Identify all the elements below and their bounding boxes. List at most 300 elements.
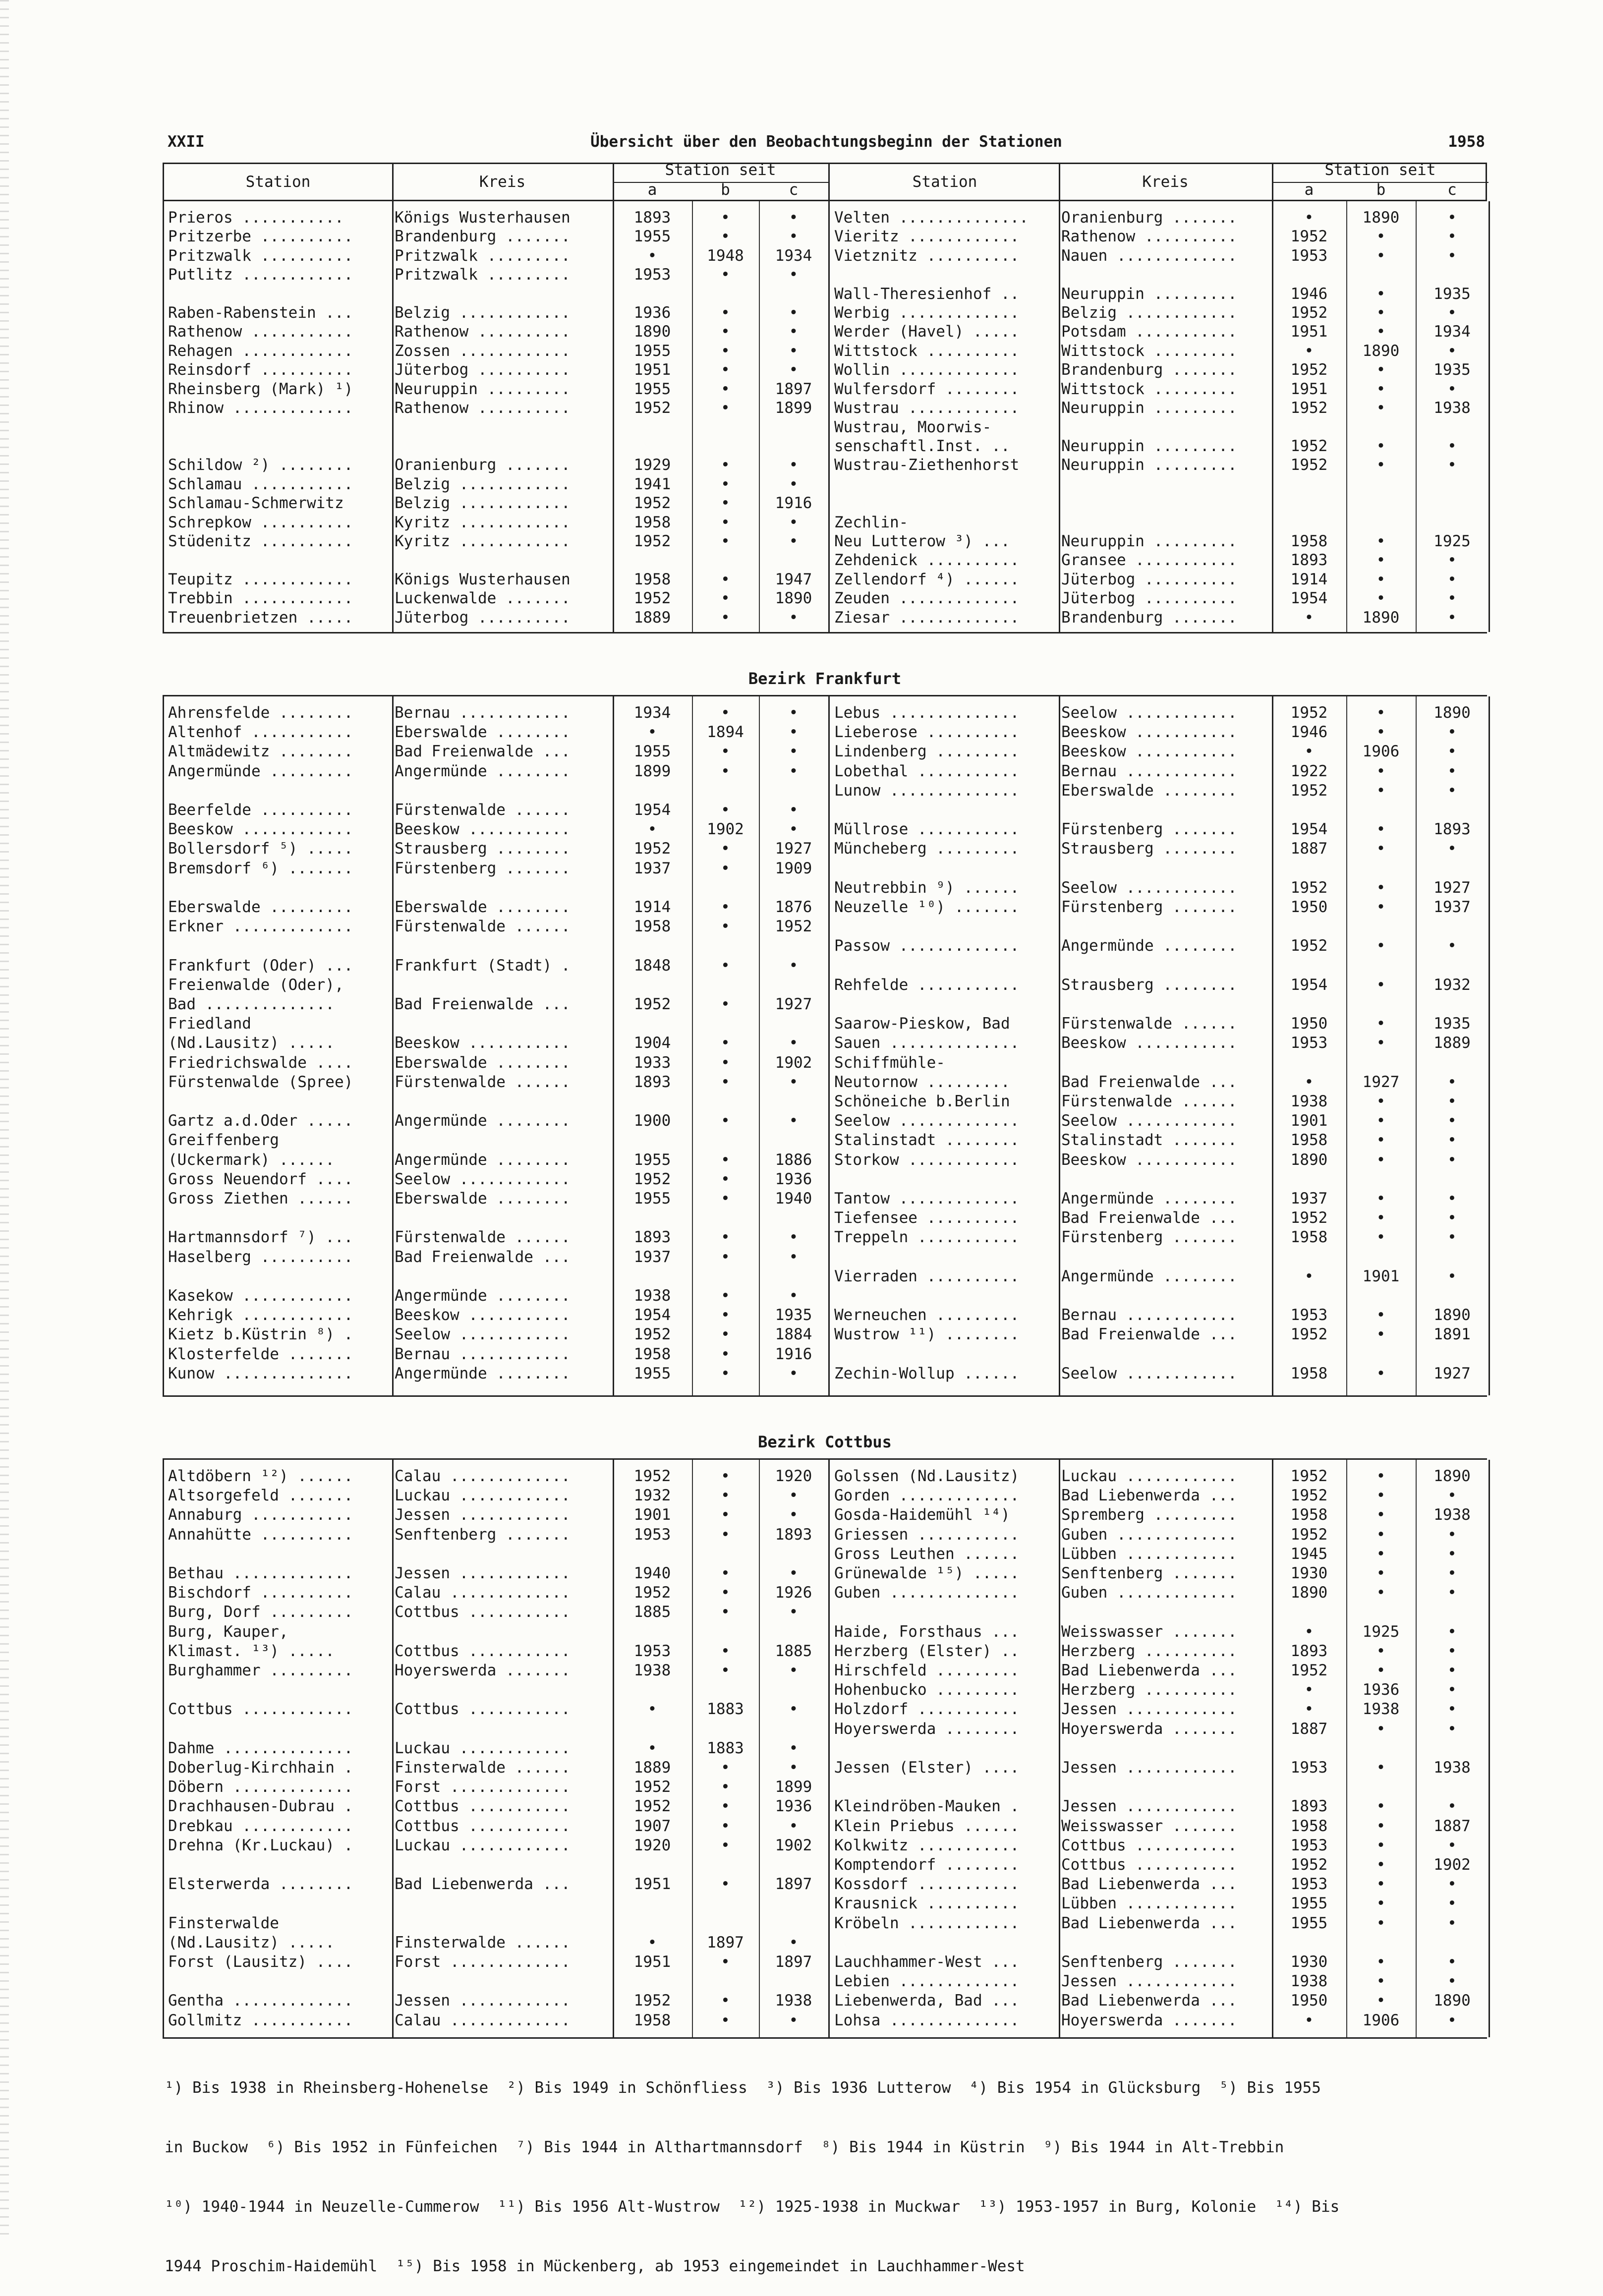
kreis-name: Jüterbog .......... <box>1061 570 1237 588</box>
year-a: 1952 <box>1290 878 1328 897</box>
year-b: • <box>721 589 730 608</box>
year-c: • <box>1447 1092 1457 1110</box>
kreis-name: Neuruppin ......... <box>395 380 571 398</box>
year-a: 1848 <box>633 956 671 975</box>
header-station-seit-left: Station seit <box>665 161 776 179</box>
station-name: Lebus .............. <box>834 704 1020 722</box>
year-c: • <box>1447 1622 1457 1641</box>
scan-left-edge <box>0 0 9 2238</box>
year-c: 1890 <box>775 589 812 608</box>
table-row <box>164 1131 1488 1150</box>
year-b: 1902 <box>707 820 744 839</box>
table-row <box>164 1661 1488 1680</box>
kreis-name: Luckenwalde ....... <box>395 589 571 608</box>
year-c: • <box>1447 723 1457 742</box>
year-a: 1952 <box>1290 1662 1328 1679</box>
kreis-name: Beeskow ........... <box>395 1034 571 1052</box>
year-a: • <box>1304 743 1314 761</box>
kreis-name: Neuruppin ......... <box>1061 437 1237 455</box>
year-c: 1927 <box>1433 1364 1471 1382</box>
table-row <box>164 1073 1488 1092</box>
table-row <box>164 859 1488 878</box>
year-b: • <box>1376 704 1386 722</box>
year-c: • <box>1447 1073 1457 1091</box>
year-c: • <box>1447 1875 1457 1894</box>
table-row <box>164 1486 1488 1505</box>
year-a: 1940 <box>633 1564 671 1582</box>
kreis-name: Angermünde ........ <box>395 1112 571 1130</box>
year-a: 1958 <box>633 570 671 588</box>
kreis-name: Seelow ............ <box>1061 878 1237 897</box>
station-name: Guben .............. <box>834 1584 1020 1602</box>
kreis-name: Bernau ............ <box>1061 1306 1237 1324</box>
year-c: 1885 <box>775 1642 812 1660</box>
year-c: • <box>1447 1700 1457 1719</box>
table-row <box>164 1150 1488 1170</box>
year-b: • <box>1376 840 1386 858</box>
section-bottom-rule <box>163 1395 1487 1397</box>
year-a: 1887 <box>1290 1720 1328 1738</box>
year-c: • <box>1447 304 1457 322</box>
kreis-name: Kyritz ............ <box>395 532 571 550</box>
year-b: • <box>1376 1467 1386 1485</box>
year-c: 1920 <box>775 1467 812 1485</box>
station-name: Werneuchen ......... <box>834 1306 1020 1324</box>
year-b: • <box>1376 878 1386 897</box>
year-a: 1950 <box>1290 1992 1328 2010</box>
station-name: Pritzwalk .......... <box>168 246 353 265</box>
kreis-name: Bad Freienwalde ... <box>1061 1325 1237 1344</box>
year-c: • <box>789 1287 799 1305</box>
year-c: • <box>789 743 799 761</box>
year-b: • <box>721 608 730 627</box>
year-a: 1914 <box>633 898 671 916</box>
station-name: Seelow ............. <box>834 1112 1020 1130</box>
station-name: Wustrau, Moorwis- <box>834 418 992 436</box>
kreis-name: Hoyerswerda ....... <box>395 1662 571 1679</box>
kreis-name: Rathenow .......... <box>395 399 571 417</box>
year-c: 1934 <box>775 246 812 265</box>
kreis-name: Bad Freienwalde ... <box>395 1248 571 1266</box>
year-a: 1958 <box>1290 1228 1328 1247</box>
year-c: 1934 <box>1433 323 1471 341</box>
year-c: • <box>1447 1681 1457 1699</box>
header-subline <box>1272 182 1488 183</box>
kreis-name: Jessen ............ <box>1061 1700 1237 1719</box>
year-b: 1927 <box>1362 1073 1400 1091</box>
station-name: Tiefensee .......... <box>834 1209 1020 1227</box>
year-b: • <box>1376 1564 1386 1582</box>
kreis-name: Nauen ............. <box>1061 246 1237 265</box>
year-b: • <box>1376 1817 1386 1835</box>
bezirk-heading: Bezirk Cottbus <box>758 1433 892 1451</box>
year-b: • <box>721 1564 730 1582</box>
footnote-line: 1944 Proschim-Haidemühl ¹⁵) Bis 1958 in Mückenberg, ab 1953 eingemeindet in Lauchhammer-West <box>165 2257 1025 2275</box>
year-a: 1951 <box>633 1953 671 1971</box>
year-b: • <box>721 1817 730 1835</box>
table-row <box>164 995 1488 1014</box>
table-row <box>164 380 1488 399</box>
kreis-name: Angermünde ........ <box>395 1287 571 1305</box>
year-a: 1954 <box>1290 589 1328 608</box>
kreis-name: Jessen ............ <box>1061 1759 1237 1777</box>
year-b: 1890 <box>1362 209 1400 227</box>
header-a-left: a <box>647 181 657 199</box>
station-name: Wittstock .......... <box>834 342 1020 360</box>
year-b: 1936 <box>1362 1681 1400 1699</box>
header-kreis-left: Kreis <box>479 173 526 191</box>
year-a: • <box>1304 1700 1314 1719</box>
year-b: 1897 <box>707 1933 744 1952</box>
year-b: • <box>721 570 730 588</box>
station-name: Kolkwitz ........... <box>834 1836 1020 1854</box>
year-a: • <box>1304 1622 1314 1641</box>
year-a: 1914 <box>1290 570 1328 588</box>
year-c: • <box>789 1662 799 1679</box>
station-name: Klein Priebus ...... <box>834 1817 1020 1835</box>
footnotes <box>165 2038 1493 2296</box>
station-name: Altenhof ........... <box>168 723 353 742</box>
year-a: 1958 <box>1290 1506 1328 1524</box>
year-c: 1889 <box>1433 1034 1471 1052</box>
year-c: • <box>1447 840 1457 858</box>
kreis-name: Kyritz ............ <box>395 513 571 531</box>
header-station-seit-right: Station seit <box>1324 161 1436 179</box>
table-row <box>164 1622 1488 1642</box>
year-c: 1902 <box>775 1053 812 1072</box>
year-a: 1953 <box>1290 1836 1328 1854</box>
table-row <box>164 532 1488 551</box>
kreis-name: Bernau ............ <box>1061 762 1237 780</box>
station-name: Müllrose ........... <box>834 820 1020 839</box>
station-name: Tantow ............. <box>834 1190 1020 1207</box>
station-name: Raben-Rabenstein ... <box>168 304 353 322</box>
year-b: • <box>1376 246 1386 265</box>
year-c: • <box>1447 1720 1457 1738</box>
station-name: Schildow ²) ........ <box>168 456 353 474</box>
kreis-name: Jüterbog .......... <box>1061 589 1237 608</box>
table-row <box>164 703 1488 723</box>
year-b: • <box>1376 781 1386 800</box>
year-a: 1901 <box>633 1506 671 1524</box>
year-a: 1953 <box>633 1525 671 1544</box>
table-row <box>164 936 1488 956</box>
station-name: Drehna (Kr.Luckau) . <box>168 1836 353 1854</box>
station-name: Zeuden ............. <box>834 589 1020 608</box>
table-row <box>164 1325 1488 1344</box>
year-a: 1952 <box>1290 228 1328 246</box>
year-b: • <box>1376 898 1386 916</box>
station-name: Gorden ............. <box>834 1487 1020 1505</box>
year-a: 1953 <box>1290 246 1328 265</box>
year-b: • <box>721 399 730 417</box>
year-b: • <box>1376 1506 1386 1524</box>
station-name: Zehdenick .......... <box>834 551 1020 570</box>
year-a: 1953 <box>1290 1759 1328 1777</box>
year-a: 1952 <box>1290 456 1328 474</box>
kreis-name: Brandenburg ....... <box>1061 361 1237 379</box>
table-row <box>164 227 1488 246</box>
station-name: Altsorgefeld ....... <box>168 1487 353 1505</box>
table-row <box>164 1208 1488 1228</box>
table-row <box>164 570 1488 589</box>
year-b: • <box>1376 1092 1386 1110</box>
station-name: Saarow-Pieskow, Bad <box>834 1015 1010 1033</box>
station-name: Velten .............. <box>834 209 1029 227</box>
year-c: 1890 <box>1433 1467 1471 1485</box>
station-name: Gross Neuendorf .... <box>168 1170 353 1188</box>
year-c: 1936 <box>775 1170 812 1188</box>
year-c: • <box>1447 1112 1457 1130</box>
year-b: • <box>1376 1797 1386 1816</box>
station-name: Freienwalde (Oder), <box>168 976 344 994</box>
year-b: • <box>1376 820 1386 839</box>
kreis-name: Bernau ............ <box>395 1345 571 1363</box>
table-row <box>164 399 1488 418</box>
table-row <box>164 456 1488 475</box>
station-name: Friedland <box>168 1015 251 1033</box>
year-c: • <box>1447 762 1457 780</box>
footnote-line: ¹) Bis 1938 in Rheinsberg-Hohenelse ²) Bis 1949 in Schönfliess ³) Bis 1936 Lutterow ⁴) Bis 1954 in Glücksburg ⁵) Bis 1955 <box>165 2079 1321 2097</box>
year-b: 1901 <box>1362 1267 1400 1285</box>
year-b: • <box>1376 1662 1386 1679</box>
year-a: 1953 <box>1290 1034 1328 1052</box>
table-row <box>164 1739 1488 1758</box>
year-b: • <box>1376 1034 1386 1052</box>
year-c: • <box>1447 608 1457 627</box>
station-name: Vieritz ............ <box>834 228 1020 246</box>
year-c: 1916 <box>775 1345 812 1363</box>
year-c: • <box>1447 342 1457 360</box>
year-b: • <box>1376 723 1386 742</box>
station-name: Doberlug-Kirchhain . <box>168 1759 353 1777</box>
kreis-name: Cottbus ........... <box>395 1797 571 1816</box>
table-row <box>164 1933 1488 1952</box>
year-b: • <box>1376 399 1386 417</box>
year-a: 1922 <box>1290 762 1328 780</box>
kreis-name: Calau ............. <box>395 1584 571 1602</box>
station-name: Schrepkow .......... <box>168 513 353 531</box>
year-c: • <box>1447 1797 1457 1816</box>
year-b: • <box>721 1073 730 1091</box>
station-name: Bad .............. <box>168 995 335 1013</box>
station-name: Stüdenitz .......... <box>168 532 353 550</box>
year-a: 1937 <box>633 1248 671 1266</box>
year-b: • <box>1376 456 1386 474</box>
table-row <box>164 1467 1488 1486</box>
year-c: • <box>789 513 799 531</box>
kreis-name: Hoyerswerda ....... <box>1061 2011 1237 2029</box>
year-c: • <box>789 361 799 379</box>
kreis-name: Lübben ............ <box>1061 1894 1237 1913</box>
year-b: 1948 <box>707 246 744 265</box>
station-name: Lindenberg ......... <box>834 743 1020 761</box>
station-name: Sauen .............. <box>834 1034 1020 1052</box>
year-b: • <box>1376 1972 1386 1991</box>
year-c: • <box>789 956 799 975</box>
kreis-name: Seelow ............ <box>1061 704 1237 722</box>
year-c: • <box>1447 2011 1457 2029</box>
year-b: • <box>721 762 730 780</box>
year-c: • <box>789 1759 799 1777</box>
year-b: • <box>721 1287 730 1305</box>
kreis-name: Senftenberg ....... <box>395 1525 571 1544</box>
year-a: 1952 <box>1290 437 1328 455</box>
station-name: Grünewalde ¹⁵) ..... <box>834 1564 1020 1582</box>
year-a: 1952 <box>633 1992 671 2010</box>
table-row <box>164 1111 1488 1131</box>
table-row <box>164 878 1488 898</box>
year-a: 1952 <box>1290 1325 1328 1344</box>
year-b: • <box>1376 1209 1386 1227</box>
year-c: • <box>1447 1209 1457 1227</box>
year-b: • <box>721 475 730 493</box>
kreis-name: Strausberg ........ <box>395 840 571 858</box>
station-name: Teupitz ............ <box>168 570 353 588</box>
year-c: 1952 <box>775 918 812 936</box>
year-b: • <box>721 342 730 360</box>
station-name: Friedrichswalde .... <box>168 1053 353 1072</box>
year-a: 1955 <box>633 1150 671 1169</box>
table-row <box>164 1642 1488 1661</box>
station-name: Fürstenwalde (Spree) <box>168 1073 353 1091</box>
year-c: 1890 <box>1433 704 1471 722</box>
year-c: 1876 <box>775 898 812 916</box>
year-b: • <box>721 801 730 819</box>
running-header <box>168 133 1485 155</box>
station-name: Lauchhammer-West ... <box>834 1953 1020 1971</box>
kreis-name: Jessen ............ <box>395 1506 571 1524</box>
year-a: 1899 <box>633 762 671 780</box>
station-name: Lieberose .......... <box>834 723 1020 742</box>
station-name: Kasekow ............ <box>168 1287 353 1305</box>
year-c: 1893 <box>775 1525 812 1544</box>
kreis-name: Bad Liebenwerda ... <box>1061 1875 1237 1894</box>
year-c: 1909 <box>775 859 812 877</box>
year-b: • <box>1376 532 1386 550</box>
kreis-name: Eberswalde ........ <box>395 1053 571 1072</box>
station-name: senschaftl.Inst. .. <box>834 437 1010 455</box>
year-b: • <box>1376 1856 1386 1874</box>
year-b: • <box>721 1034 730 1052</box>
table-row <box>164 1170 1488 1189</box>
year-a: 1953 <box>1290 1875 1328 1894</box>
kreis-name: Oranienburg ....... <box>1061 209 1237 227</box>
year-a: • <box>647 1933 657 1952</box>
year-b: • <box>721 704 730 722</box>
station-name: Kleindröben-Mauken . <box>834 1797 1020 1816</box>
year-b: • <box>1376 1525 1386 1544</box>
year-a: • <box>647 723 657 742</box>
footnote-line: in Buckow ⁶) Bis 1952 in Fünfeichen ⁷) Bis 1944 in Althartmannsdorf ⁸) Bis 1944 in Küstrin ⁹) Bis 1944 in Alt-Trebbin <box>165 2138 1284 2156</box>
kreis-name: Seelow ............ <box>395 1170 571 1188</box>
year-a: 1952 <box>633 494 671 513</box>
year-c: • <box>789 2011 799 2029</box>
kreis-name: Forst ............. <box>395 1778 571 1796</box>
header-subline <box>613 182 828 183</box>
year-b: • <box>721 494 730 513</box>
year-c: 1935 <box>1433 285 1471 303</box>
year-a: 1893 <box>1290 1642 1328 1660</box>
year-c: • <box>789 456 799 474</box>
year-a: 1955 <box>633 743 671 761</box>
kreis-name: Bad Liebenwerda ... <box>1061 1487 1237 1505</box>
station-name: Gross Ziethen ...... <box>168 1190 353 1207</box>
year-c: 1937 <box>1433 898 1471 916</box>
year-a: 1952 <box>1290 781 1328 800</box>
year-c: 1938 <box>775 1992 812 2010</box>
year-b: • <box>721 1875 730 1894</box>
year-b: • <box>1376 228 1386 246</box>
station-name: Jessen (Elster) .... <box>834 1759 1020 1777</box>
header-kreis-right: Kreis <box>1142 173 1189 191</box>
year-b: • <box>721 1992 730 2010</box>
year-c: • <box>789 801 799 819</box>
year-b: • <box>721 1506 730 1524</box>
table-row <box>164 1545 1488 1564</box>
station-name: Gartz a.d.Oder ..... <box>168 1112 353 1130</box>
year-a: 1951 <box>633 361 671 379</box>
station-name: Vierraden .......... <box>834 1267 1020 1285</box>
year-a: 1953 <box>633 1642 671 1660</box>
station-name: Altdöbern ¹²) ...... <box>168 1467 353 1485</box>
year-b: • <box>721 1150 730 1169</box>
table-row <box>164 1700 1488 1719</box>
year-c: • <box>789 1700 799 1719</box>
kreis-name: Lübben ............ <box>1061 1545 1237 1563</box>
year-a: 1952 <box>633 1778 671 1796</box>
year-b: 1890 <box>1362 608 1400 627</box>
year-a: 1941 <box>633 475 671 493</box>
year-a: 1889 <box>633 1759 671 1777</box>
kreis-name: Bad Freienwalde ... <box>1061 1209 1237 1227</box>
year-b: • <box>1376 1584 1386 1602</box>
kreis-name: Fürstenwalde ...... <box>1061 1092 1237 1110</box>
station-name: Lobethal ........... <box>834 762 1020 780</box>
year-c: • <box>789 820 799 839</box>
kreis-name: Beeskow ........... <box>395 820 571 839</box>
station-name: Kehrigk ............ <box>168 1306 353 1324</box>
year-c: • <box>1447 1190 1457 1207</box>
kreis-name: Pritzwalk ......... <box>395 246 571 265</box>
year-c: • <box>1447 1642 1457 1660</box>
station-name: Gollmitz ........... <box>168 2011 353 2029</box>
year-a: 1890 <box>633 323 671 341</box>
table-row <box>164 723 1488 742</box>
year-b: • <box>721 1467 730 1485</box>
year-b: • <box>721 1603 730 1621</box>
year-a: 1955 <box>633 380 671 398</box>
year-b: • <box>1376 380 1386 398</box>
year-b: • <box>1376 1642 1386 1660</box>
year-a: 1952 <box>633 1797 671 1816</box>
kreis-name: Brandenburg ....... <box>395 228 571 246</box>
year-b: • <box>1376 1112 1386 1130</box>
station-name: Rheinsberg (Mark) ¹) <box>168 380 353 398</box>
kreis-name: Finsterwalde ...... <box>395 1759 571 1777</box>
kreis-name: Senftenberg ....... <box>1061 1564 1237 1582</box>
year-a: 1958 <box>1290 1364 1328 1382</box>
year-c: 1927 <box>775 995 812 1013</box>
kreis-name: Cottbus ........... <box>395 1642 571 1660</box>
year-a: 1955 <box>633 1364 671 1382</box>
year-b: • <box>1376 551 1386 570</box>
year-c: 1916 <box>775 494 812 513</box>
year-b: • <box>1376 1953 1386 1971</box>
table-row <box>164 1248 1488 1267</box>
year-a: 1946 <box>1290 723 1328 742</box>
year-b: • <box>721 1797 730 1816</box>
